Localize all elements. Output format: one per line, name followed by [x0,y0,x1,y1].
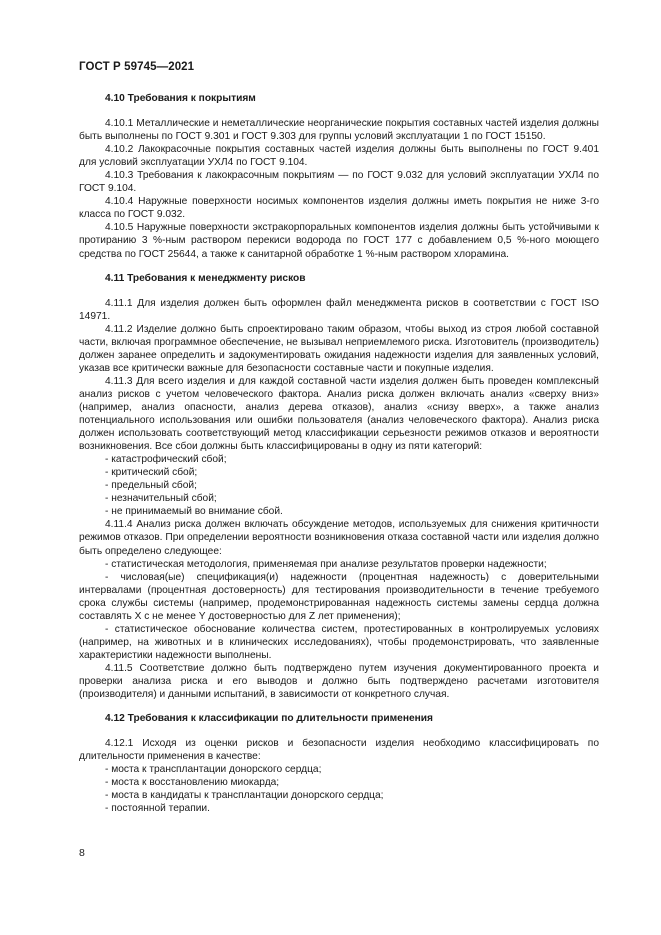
paragraph: - статистическое обоснование количества систем, протестированных в контролируемых условиях (например, на животных и в клинических исследованиях), чтобы продемонстрировать, что заявленные характеристики надежности выполнены. [79,623,599,661]
paragraph: 4.10.1 Металлические и неметаллические неорганические покрытия составных частей изделия должны быть выполнены по ГОСТ 9.301 и ГОСТ 9.303 для группы условий эксплуатации 1 по ГОСТ 15150. [79,118,599,143]
paragraph: 4.11.1 Для изделия должен быть оформлен файл менеджмента рисков в соответствии с ГОСТ ISO 14971. [79,297,599,322]
paragraph: 4.11.2 Изделие должно быть спроектировано таким образом, чтобы выход из строя любой составной части, включая программное обеспечение, не вызывал неприемлемого риска. Изготовитель (производитель) должен заранее определить и задокументировать ожидания надежности изделия для заявленных условий, указав все критически важные для безопасности составные части и покупные изделия. [79,323,599,374]
list-item: - незначительный сбой; [105,493,217,505]
paragraph: 4.10.3 Требования к лакокрасочным покрытиям — по ГОСТ 9.032 для условий эксплуатации УХЛ4 по ГОСТ 9.104. [79,170,599,195]
list-item: - постоянной терапии. [105,803,210,815]
list-item: - предельный сбой; [105,480,197,492]
section-title: 4.11 Требования к менеджменту рисков [105,272,306,284]
list-item: - критический сбой; [105,467,198,479]
paragraph: 4.11.3 Для всего изделия и для каждой составной части изделия должен быть проведен комплексный анализ рисков с учетом человеческого фактора. Анализ риска должен включать анализ «сверху вниз» (например, анализ опасности, анализ дерева отказов), анализ «снизу вверх», а также анализ потенциального использования или ошибки пользователя (анализ человеческого фактора). Анализ риска должен использовать соответствующий метод классификации серьезности режимов отказов и вероятности возникновения. Все сбои должны быть классифицированы в одну из пяти категорий: [79,375,599,453]
list-item: - моста в кандидаты к трансплантации донорского сердца; [105,790,384,802]
paragraph: - числовая(ые) спецификация(и) надежности (процентная надежность) с доверительными интервалами (процентная достоверность) для тестирования производительности в течение требуемого срока службы системы (например, продемонстрированная надежность системы замены сердца должна составлять X с не менее Y достоверностью для Z лет применения); [79,571,599,622]
paragraph: 4.10.2 Лакокрасочные покрытия составных частей изделия должны быть выполнены по ГОСТ 9.401 для условий эксплуатации УХЛ4 по ГОСТ 9.104. [79,144,599,169]
section-title: 4.10 Требования к покрытиям [105,93,256,104]
list-item: - не принимаемый во внимание сбой. [105,506,283,518]
list-item: - катастрофический сбой; [105,454,227,466]
paragraph: 4.10.5 Наружные поверхности экстракорпоральных компонентов изделия должны быть устойчивыми к протиранию 3 %-ным раствором перекиси водорода по ГОСТ 177 с добавлением 0,5 %-ного моющего средства по ГОСТ 25644, а также к санитарной обработке 1 %-ным раствором хлорамина. [79,222,599,260]
section-title: 4.12 Требования к классификации по длительности применения [105,713,433,725]
page-number: 8 [79,847,85,859]
paragraph: 4.11.5 Соответствие должно быть подтверждено путем изучения документированного проекта и проверки анализа риска и его выводов и должно быть подтверждено расчетами изготовителя (производителя) и данными испытаний, в зависимости от конкретного случая. [79,662,599,701]
paragraph: 4.11.4 Анализ риска должен включать обсуждение методов, используемых для снижения критичности режимов отказов. При определении вероятности возникновения отказа составной части или изделия должно быть определено следующее: [79,519,599,557]
paragraph: - статистическая методология, применяемая при анализе результатов проверки надежности; [105,558,547,570]
document-body [79,92,599,815]
standard-header: ГОСТ Р 59745—2021 [79,61,195,73]
paragraph: 4.12.1 Исходя из оценки рисков и безопасности изделия необходимо классифицировать по длительности применения в качестве: [79,738,599,763]
paragraph: 4.10.4 Наружные поверхности носимых компонентов изделия должны иметь покрытия не ниже 3-го класса по ГОСТ 9.032. [79,196,599,221]
list-item: - моста к трансплантации донорского сердца; [105,764,322,776]
list-item: - моста к восстановлению миокарда; [105,777,280,789]
